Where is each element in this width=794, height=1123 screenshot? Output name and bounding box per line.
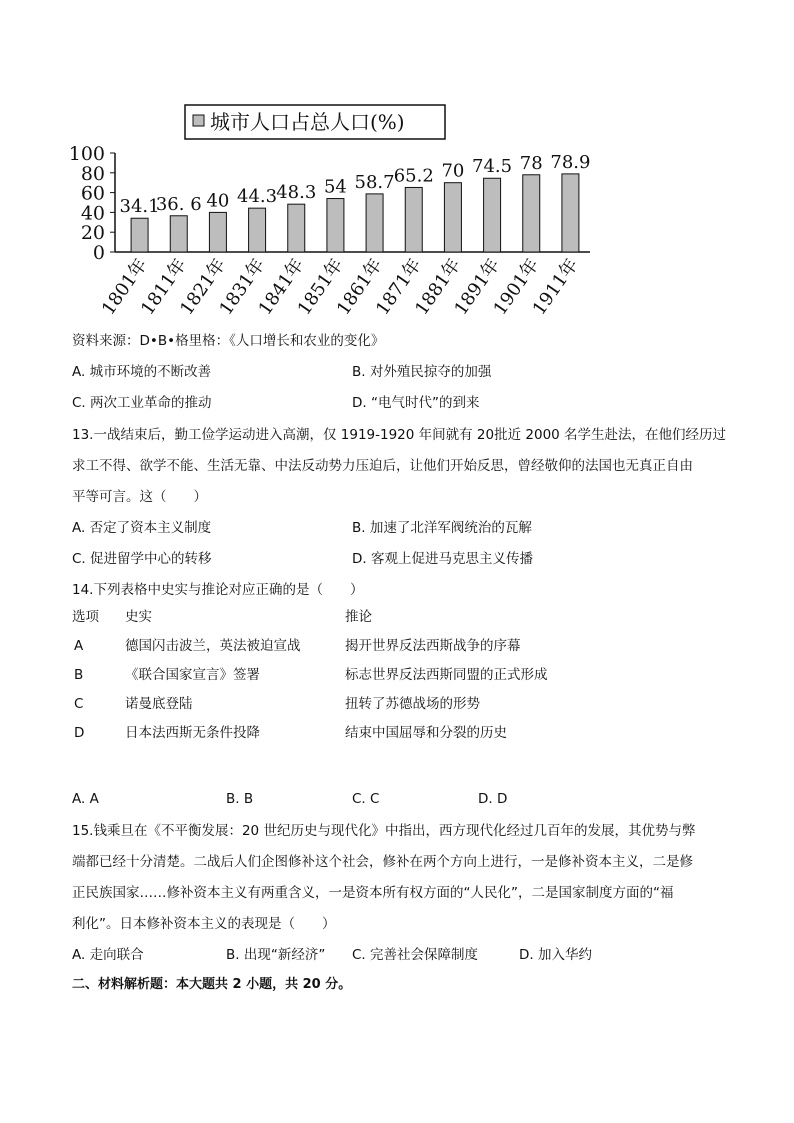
bar: [444, 183, 461, 252]
table-cell-option: C: [74, 696, 84, 712]
bar: [209, 212, 226, 252]
q13-option-b[interactable]: B. 加速了北洋军阀统治的瓦解: [352, 520, 532, 536]
bar: [327, 199, 344, 252]
q14-stem: 14.下列表格中史实与推论对应正确的是（ ）: [72, 582, 364, 598]
bar: [131, 218, 148, 252]
q13-option-a[interactable]: A. 否定了资本主义制度: [72, 520, 212, 536]
table-cell-fact: 《联合国家宣言》签署: [125, 667, 260, 683]
table-row: [0, 665, 794, 685]
data-label: 70: [441, 160, 465, 182]
data-label: 65.2: [393, 165, 434, 187]
bar: [170, 216, 187, 252]
x-tick-label: 1831年: [215, 254, 270, 320]
legend-label: 城市人口占总人口(%): [210, 110, 405, 134]
table-header-fact: 史实: [125, 609, 152, 625]
table-cell-inference: 结束中国屈辱和分裂的历史: [345, 725, 507, 741]
table-header-inference: 推论: [345, 609, 372, 625]
y-tick-label: 40: [80, 202, 105, 225]
data-label: 78: [519, 152, 543, 174]
q14-option-c[interactable]: C. C: [352, 791, 380, 807]
data-label: 34.1: [119, 196, 160, 218]
x-tick-label: 1851年: [293, 254, 348, 320]
x-tick-label: 1901年: [489, 254, 544, 320]
q15-option-b[interactable]: B. 出现“新经济”: [226, 947, 326, 963]
bar: [562, 174, 579, 252]
chart-source: 资料来源：D•B•格里格：《人口增长和农业的变化》: [72, 333, 385, 349]
data-label: 58.7: [354, 171, 395, 193]
data-label: 78.9: [550, 151, 591, 173]
q13-option-d[interactable]: D. 客观上促进马克思主义传播: [352, 551, 533, 567]
q15-option-d[interactable]: D. 加入华约: [519, 947, 592, 963]
table-cell-fact: 诺曼底登陆: [125, 696, 193, 712]
x-tick-label: 1821年: [176, 254, 231, 320]
x-tick-label: 1801年: [97, 254, 152, 320]
x-tick-label: 1841年: [254, 254, 309, 320]
data-label: 74.5: [472, 156, 513, 178]
y-tick-label: 60: [80, 182, 105, 205]
q12-option-b[interactable]: B. 对外殖民掠夺的加强: [352, 364, 492, 380]
q15-stem-line-4: 利化”。日本修补资本主义的表现是（ ）: [72, 916, 336, 932]
table-header-row: [0, 607, 794, 627]
y-tick-label: 80: [80, 162, 105, 185]
data-label: 54: [323, 176, 347, 198]
q13-stem-line-3: 平等可言。这（ ）: [72, 489, 207, 505]
q15-stem-line-2: 端都已经十分清楚。二战后人们企图修补这个社会，修补在两个方向上进行，一是修补资本主义，二是修: [72, 854, 693, 870]
table-cell-option: B: [74, 667, 84, 683]
data-label: 48.3: [276, 182, 317, 204]
q12-option-d[interactable]: D. “电气时代”的到来: [352, 395, 480, 411]
x-tick-label: 1911年: [528, 254, 583, 320]
x-tick-label: 1811年: [137, 254, 191, 320]
q14-option-a[interactable]: A. A: [72, 791, 99, 807]
q12-option-a[interactable]: A. 城市环境的不断改善: [72, 364, 212, 380]
table-cell-inference: 标志世界反法西斯同盟的正式形成: [345, 667, 548, 683]
bar: [405, 187, 422, 252]
bar: [484, 178, 501, 252]
x-tick-label: 1871年: [372, 254, 426, 320]
x-tick-label: 1861年: [332, 254, 387, 320]
legend-swatch: [193, 115, 204, 126]
y-tick-label: 100: [68, 143, 105, 165]
y-tick-label: 0: [92, 242, 105, 264]
table-cell-inference: 揭开世界反法西斯战争的序幕: [345, 638, 521, 654]
q14-option-b[interactable]: B. B: [226, 791, 254, 807]
q13-stem-line-1: 13.一战结束后，勤工俭学运动进入高潮，仅 1919-1920 年间就有 20批近 2000 名学生赴法，在他们经历过: [72, 427, 727, 443]
table-row: [0, 636, 794, 656]
bar: [249, 208, 266, 252]
table-row: [0, 694, 794, 714]
section-2-heading: 二、材料解析题：本大题共 2 小题，共 20 分。: [72, 977, 352, 992]
data-label: 40: [206, 190, 230, 212]
q13-option-c[interactable]: C. 促进留学中心的转移: [72, 551, 212, 567]
q14-option-d[interactable]: D. D: [478, 791, 508, 807]
table-header-option: 选项: [72, 609, 99, 625]
bar-chart: [60, 95, 600, 325]
data-label: 36. 6: [155, 193, 202, 215]
y-tick-label: 20: [80, 222, 105, 245]
q15-stem-line-3: 正民族国家……修补资本主义有两重含义，一是资本所有权方面的“人民化”，二是国家制度方面的“福: [72, 885, 674, 901]
x-tick-label: 1881年: [411, 254, 466, 320]
table-cell-option: D: [74, 725, 85, 741]
table-cell-option: A: [74, 638, 84, 654]
bar: [523, 175, 540, 252]
bar: [288, 204, 305, 252]
q13-stem-line-2: 求工不得、欲学不能、生活无靠、中法反动势力压迫后，让他们开始反思，曾经敬仰的法国也无真正自由: [72, 458, 693, 474]
q12-option-c[interactable]: C. 两次工业革命的推动: [72, 395, 212, 411]
chart-legend: [185, 105, 445, 139]
q15-stem-line-1: 15.钱乘旦在《不平衡发展：20 世纪历史与现代化》中指出，西方现代化经过几百年的发展，其优势与弊: [72, 823, 696, 839]
bar: [366, 194, 383, 252]
x-tick-label: 1891年: [450, 254, 505, 320]
table-cell-inference: 扭转了苏德战场的形势: [345, 696, 480, 712]
table-cell-fact: 德国闪击波兰，英法被迫宣战: [125, 638, 301, 654]
q15-option-c[interactable]: C. 完善社会保障制度: [352, 947, 479, 963]
data-label: 44.3: [237, 186, 278, 208]
table-cell-fact: 日本法西斯无条件投降: [125, 725, 260, 741]
table-row: [0, 723, 794, 743]
q15-option-a[interactable]: A. 走向联合: [72, 947, 144, 963]
